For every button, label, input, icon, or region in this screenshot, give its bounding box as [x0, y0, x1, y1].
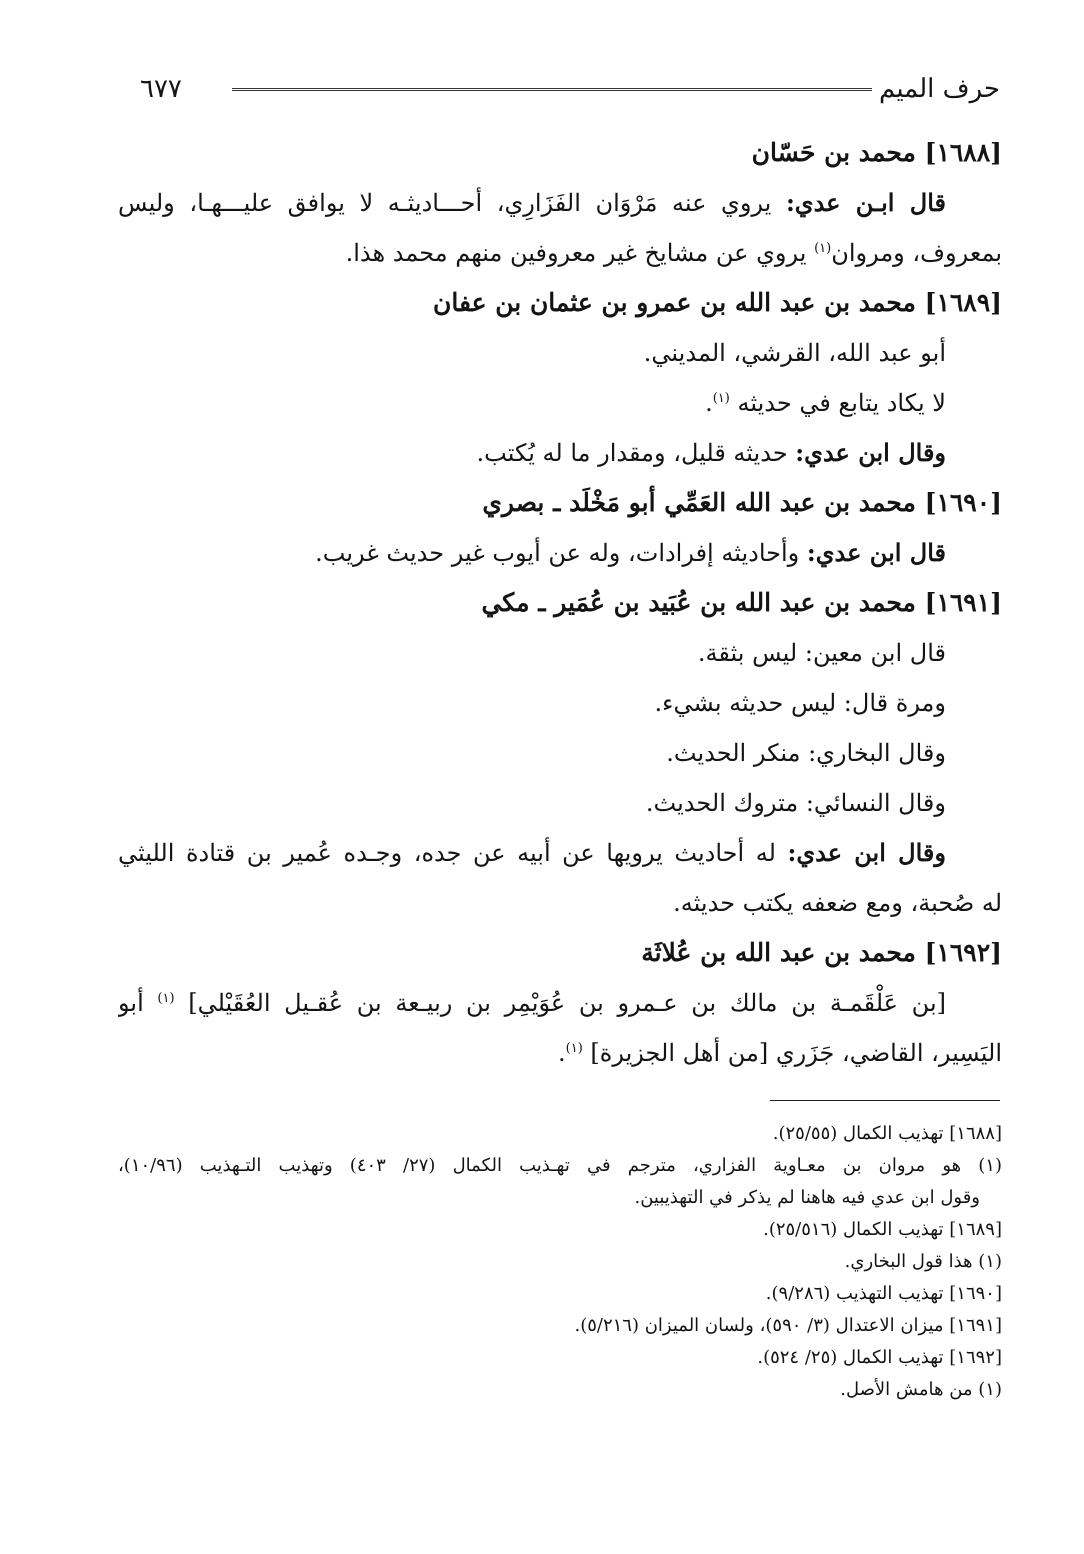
- text-line: وقال البخاري: منكر الحديث.: [666, 739, 946, 767]
- line-text: حديثه قليل، ومقدار ما له يُكتب.: [476, 439, 796, 467]
- line-text: لا يكاد يتابع في حديثه: [729, 389, 946, 417]
- header-rule: [232, 88, 872, 91]
- footnote-marker: (١): [565, 1041, 583, 1056]
- speaker: وقال ابن عدي:: [795, 438, 946, 467]
- footnote: [١٦٩١] ميزان الاعتدال (٣/ ٥٩٠)، ولسان الميزان (٥/٢١٦).: [574, 1315, 1002, 1336]
- footnote: (١) من هامش الأصل.: [840, 1379, 1002, 1400]
- text-line: [118, 978, 1002, 1028]
- line-text: أبو: [118, 989, 158, 1017]
- footnote-continuation: وقول ابن عدي فيه هاهنا لم يذكر في التهذيبين.: [634, 1187, 980, 1208]
- line-text: يروي عنه مَرْوَان الفَزَارِي، أحـــاديثـه لا يوافق عليـــهـا، وليس: [118, 189, 786, 217]
- footnotes: [118, 1118, 1002, 1406]
- page-number: ٦٧٧: [140, 74, 182, 104]
- line-text: اليَسِير، القاضي، جَزَري [من أهل الجزيرة]: [582, 1039, 1002, 1067]
- entry-heading: [١٦٨٩] محمد بن عبد الله بن عمرو بن عثمان بن عفان: [433, 288, 1002, 317]
- page-header: [140, 72, 1000, 112]
- footnote-marker: (١): [814, 241, 832, 256]
- entry-heading: [١٦٩٢] محمد بن عبد الله بن عُلاثَة: [641, 938, 1002, 967]
- main-text: [118, 128, 1002, 1078]
- footnote: [١٦٨٨] تهذيب الكمال (٢٥/٥٥).: [772, 1123, 1002, 1144]
- footnote: (١) هذا قول البخاري.: [844, 1251, 1002, 1272]
- entry-heading: [١٦٨٨] محمد بن حَسّان: [751, 138, 1002, 167]
- footnote: [١٦٩٠] تهذيب التهذيب (٩/٢٨٦).: [765, 1283, 1002, 1304]
- line-text: له أحاديث يرويها عن أبيه عن جده، وجـده عُمير بن قتادة الليثي: [118, 839, 788, 867]
- text-line: [118, 1028, 1002, 1078]
- text-line: ومرة قال: ليس حديثه بشيء.: [654, 689, 946, 717]
- text-line: [118, 378, 1002, 428]
- footnote: [١٦٩٢] تهذيب الكمال (٢٥/ ٥٢٤).: [757, 1347, 1002, 1368]
- footnote-separator: [770, 1100, 1000, 1101]
- text-line: [118, 828, 1002, 878]
- text-line: قال ابن معين: ليس بثقة.: [697, 639, 946, 667]
- text-line: [118, 228, 1002, 278]
- line-text: وأحاديثه إفرادات، وله عن أيوب غير حديث غريب.: [315, 539, 807, 567]
- line-text: بمعروف، ومروان: [831, 239, 1002, 267]
- entry-heading: [١٦٩٠] محمد بن عبد الله العَمِّي أبو مَخْلَد ـ بصري: [482, 488, 1002, 517]
- text-line: له صُحبة، ومع ضعفه يكتب حديثه.: [673, 889, 1002, 917]
- footnote: (١) هو مروان بن معـاوية الفزاري، مترجم في تهـذيب الكمال (٢٧/ ٤٠٣) وتهذيب التـهذيب (١٠/٩٦)،: [118, 1155, 1002, 1176]
- entry-heading: [١٦٩١] محمد بن عبد الله بن عُبَيد بن عُمَير ـ مكي: [481, 588, 1002, 617]
- text-line: [118, 528, 1002, 578]
- line-text: .: [705, 389, 713, 417]
- footnote: [١٦٨٩] تهذيب الكمال (٢٥/٥١٦).: [763, 1219, 1002, 1240]
- text-line: [118, 428, 1002, 478]
- speaker: قال ابن عدي:: [806, 538, 946, 567]
- text-line: وقال النسائي: متروك الحديث.: [645, 789, 946, 817]
- speaker: قال ابـن عدي:: [785, 188, 946, 217]
- footnote-marker: (١): [157, 991, 175, 1006]
- running-title: حرف الميم: [879, 74, 1000, 104]
- line-text: يروي عن مشايخ غير معروفين منهم محمد هذا.: [345, 239, 815, 267]
- text-line: أبو عبد الله، القرشي، المديني.: [643, 339, 946, 367]
- text-line: [118, 178, 1002, 228]
- speaker: وقال ابن عدي:: [787, 838, 946, 867]
- line-text: .: [558, 1039, 566, 1067]
- footnote-marker: (١): [712, 391, 730, 406]
- line-text: [بن عَلْقَمـة بن مالك بن عـمرو بن عُوَيْمِر بن ربيـعة بن عُقـيل العُقَيْلي]: [174, 989, 946, 1017]
